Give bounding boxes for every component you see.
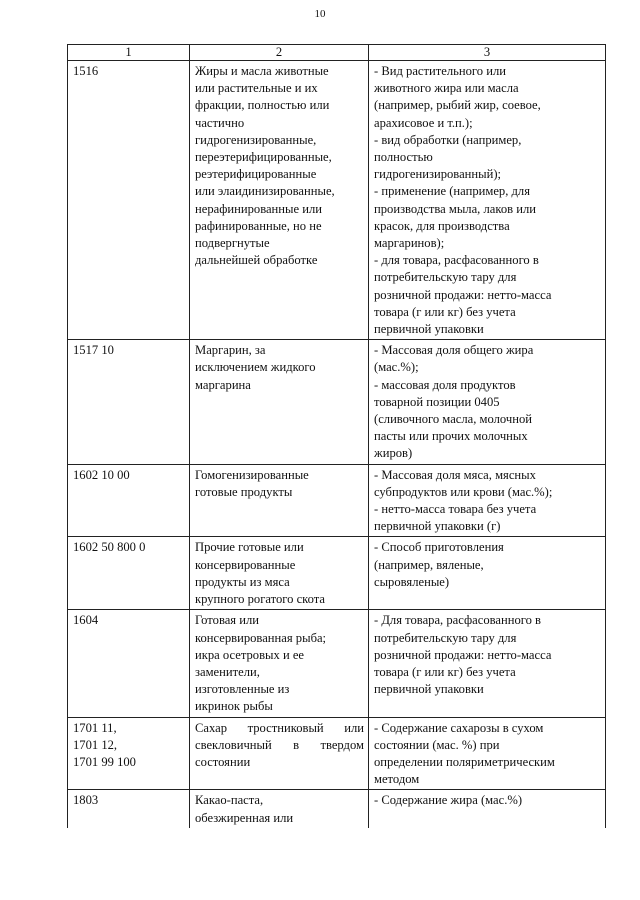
code-line: 1701 11, <box>73 720 117 735</box>
table-row <box>68 340 606 464</box>
table-row <box>68 61 606 340</box>
description-cell <box>190 717 369 790</box>
table-header-row <box>68 45 606 61</box>
description-line: или растительные и их <box>195 81 318 96</box>
description-line: дальнейшей обработке <box>195 253 318 268</box>
description-line: Жиры и масла животные <box>195 64 329 78</box>
attribute-line: красок, для производства <box>374 218 510 233</box>
attributes-cell <box>369 717 606 790</box>
description-line: состоянии <box>195 754 251 769</box>
description-line: икра осетровых и ее <box>195 647 305 662</box>
attribute-line: производства мыла, лаков или <box>374 201 536 216</box>
description-cell <box>190 61 369 340</box>
description-line: реэтерифицированные <box>195 167 317 182</box>
table-row <box>68 717 606 790</box>
table-row <box>68 610 606 717</box>
attribute-line: гидрогенизированный); <box>374 167 502 182</box>
page-number: 10 <box>314 8 326 20</box>
code-cell <box>68 464 190 537</box>
attribute-line: - нетто-масса товара без учета <box>374 502 537 517</box>
attribute-line: розничной продажи: нетто-масса <box>374 647 552 662</box>
description-cell <box>190 610 369 717</box>
attribute-line: - Содержание сахарозы в сухом <box>374 720 544 735</box>
attribute-line: пасты или прочих молочных <box>374 429 528 444</box>
attribute-line: первичной упаковки <box>374 322 484 337</box>
attribute-line: (сливочного масла, молочной <box>374 412 533 427</box>
description-line: консервированные <box>195 557 296 572</box>
attributes-cell <box>369 610 606 717</box>
attribute-line: (например, рыбий жир, соевое, <box>374 98 541 113</box>
attribute-line: розничной продажи: нетто-масса <box>374 287 552 302</box>
description-line: Маргарин, за <box>195 343 266 358</box>
description-line: подвергнутые <box>195 236 270 251</box>
description-line: Гомогенизированные <box>195 467 309 482</box>
column-header-1: 1 <box>68 45 190 61</box>
description-line: икринок рыбы <box>195 699 273 714</box>
description-line: крупного рогатого скота <box>195 592 326 607</box>
attribute-line: товара (г или кг) без учета <box>374 664 516 679</box>
description-line: изготовленные из <box>195 682 290 697</box>
attribute-line: первичной упаковки (г) <box>374 519 501 534</box>
description-line: переэтерифицированные, <box>195 150 332 165</box>
description-line: маргарина <box>195 377 251 392</box>
description-line: консервированная рыба; <box>195 630 327 645</box>
attribute-line: - Для товара, расфасованного в <box>374 613 542 628</box>
description-line: фракции, полностью или <box>195 98 330 113</box>
attribute-line: - Содержание жира (мас.%) <box>374 793 523 808</box>
attribute-line: - Массовая доля мяса, мясных <box>374 467 536 482</box>
code-cell <box>68 610 190 717</box>
attribute-line: товарной позиции 0405 <box>374 394 500 409</box>
code-cell <box>68 790 190 828</box>
attribute-line: (мас.%); <box>374 360 419 375</box>
attribute-line: определении поляриметрическим <box>374 754 555 769</box>
table-body <box>68 61 606 828</box>
attributes-cell <box>369 340 606 464</box>
attribute-line: состоянии (мас. %) при <box>374 737 500 752</box>
attributes-cell <box>369 537 606 610</box>
code-line: 1604 <box>73 613 99 628</box>
attribute-line: - массовая доля продуктов <box>374 377 516 392</box>
description-line: исключением жидкого <box>195 360 316 375</box>
attribute-line: арахисовое и т.п.); <box>374 115 473 130</box>
description-line: обезжиренная или <box>195 810 294 825</box>
attribute-line: животного жира или масла <box>374 81 519 96</box>
attribute-line: полностью <box>374 150 433 165</box>
table-row <box>68 464 606 537</box>
attribute-line: методом <box>374 772 420 787</box>
table-row <box>68 790 606 828</box>
attribute-line: - Массовая доля общего жира <box>374 343 534 358</box>
code-line: 1517 10 <box>73 343 114 358</box>
description-cell <box>190 537 369 610</box>
attributes-cell <box>369 61 606 340</box>
attribute-line: потребительскую тару для <box>374 630 517 645</box>
attributes-cell <box>369 790 606 828</box>
code-line: 1701 12, <box>73 737 118 752</box>
attribute-line: - вид обработки (например, <box>374 132 522 147</box>
description-cell <box>190 464 369 537</box>
tariff-attributes-table <box>67 44 606 828</box>
description-line: Прочие готовые или <box>195 540 304 555</box>
code-cell <box>68 717 190 790</box>
attribute-line: товара (г или кг) без учета <box>374 304 516 319</box>
description-cell <box>190 790 369 828</box>
attribute-line: жиров) <box>374 446 413 461</box>
attribute-line: первичной упаковки <box>374 682 484 697</box>
attribute-line: - Вид растительного или <box>374 64 506 78</box>
description-line: рафинированные, но не <box>195 218 322 233</box>
description-line: готовые продукты <box>195 484 293 499</box>
attributes-cell <box>369 464 606 537</box>
code-line: 1803 <box>73 793 99 808</box>
code-line: 1701 99 100 <box>73 754 136 769</box>
column-header-2: 2 <box>190 45 369 61</box>
description-line: Сахар тростниковый или <box>195 720 364 735</box>
description-line: Какао-паста, <box>195 793 264 808</box>
description-line: гидрогенизированные, <box>195 132 317 147</box>
code-cell <box>68 537 190 610</box>
column-header-3: 3 <box>369 45 606 61</box>
description-line: продукты из мяса <box>195 574 290 589</box>
attribute-line: маргаринов); <box>374 236 445 251</box>
code-line: 1602 10 00 <box>73 467 130 482</box>
code-line: 1516 <box>73 64 99 78</box>
code-cell <box>68 61 190 340</box>
description-line: Готовая или <box>195 613 260 628</box>
description-cell <box>190 340 369 464</box>
attribute-line: - Способ приготовления <box>374 540 504 555</box>
attribute-line: сыровяленые) <box>374 574 450 589</box>
attribute-line: - применение (например, для <box>374 184 530 199</box>
description-line: заменители, <box>195 664 260 679</box>
description-line: свекловичный в твердом <box>195 737 364 752</box>
attribute-line: субпродуктов или крови (мас.%); <box>374 484 553 499</box>
code-line: 1602 50 800 0 <box>73 540 146 555</box>
table-row <box>68 537 606 610</box>
description-line: нерафинированные или <box>195 201 323 216</box>
description-line: или элаидинизированные, <box>195 184 335 199</box>
attribute-line: потребительскую тару для <box>374 270 517 285</box>
description-line: частично <box>195 115 245 130</box>
code-cell <box>68 340 190 464</box>
attribute-line: - для товара, расфасованного в <box>374 253 539 268</box>
attribute-line: (например, вяленые, <box>374 557 484 572</box>
